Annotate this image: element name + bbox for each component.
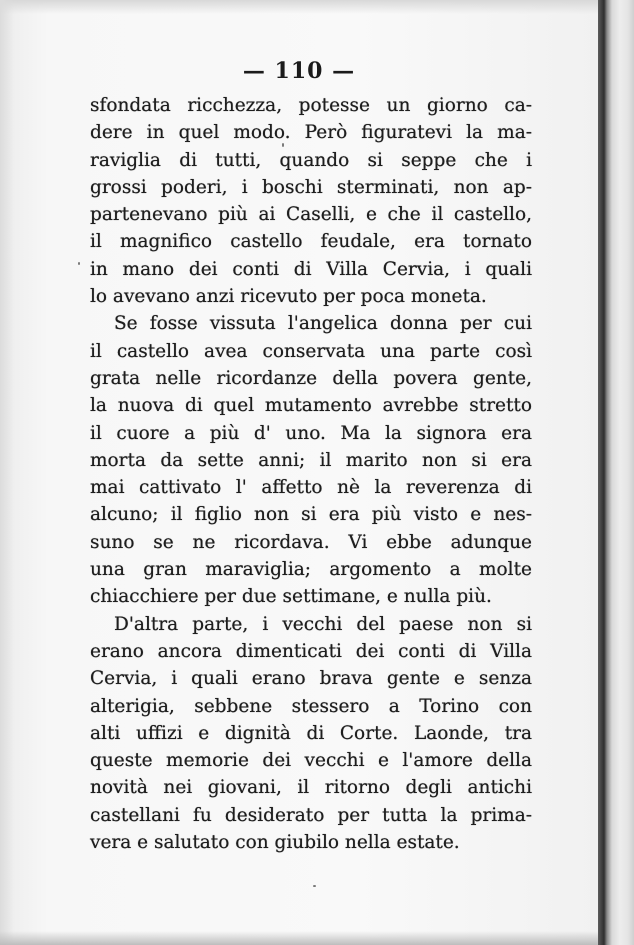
text-line: mai cattivato l' affetto nè la reverenza di: [90, 477, 532, 499]
text-line: morta da sette anni; il marito non si era: [90, 449, 532, 471]
text-line: partenevano più ai Caselli, e che il castello,: [90, 204, 532, 226]
text-line: lo avevano anzi ricevuto per poca moneta.: [90, 286, 487, 308]
text-line: il magnifico castello feudale, era tornato: [90, 231, 532, 253]
text-line: una gran maraviglia; argomento a molte: [90, 559, 532, 581]
text-line: grata nelle ricordanze della povera gente,: [90, 367, 532, 389]
body-text: [90, 92, 532, 856]
text-line: queste memorie dei vecchi e l'amore della: [90, 750, 532, 772]
text-line: chiacchiere per due settimane, e nulla più.: [90, 586, 492, 608]
page-left-shadow: [0, 0, 14, 945]
text-line: in mano dei conti di Villa Cervia, i quali: [90, 258, 532, 280]
text-line: suno se ne ricordava. Vi ebbe adunque: [90, 531, 532, 553]
text-line: novità nei giovani, il ritorno degli antichi: [90, 777, 532, 799]
page-bottom-shadow: [0, 931, 598, 945]
book-spine: [598, 0, 634, 945]
page-number: — 110 —: [242, 58, 356, 84]
text-line: grossi poderi, i boschi sterminati, non ap-: [90, 176, 532, 198]
text-line: alcuno; il figlio non si era più visto e nes-: [90, 504, 532, 526]
text-line: Se fosse vissuta l'angelica donna per cui: [114, 313, 532, 335]
paragraph-2: [90, 310, 532, 610]
text-line: alterigia, sebbene stessero a Torino con: [90, 695, 532, 717]
text-line: raviglia di tutti, quando si seppe che i: [90, 149, 532, 171]
text-line: D'altra parte, i vecchi del paese non si: [114, 613, 532, 635]
text-line: sfondata ricchezza, potesse un giorno ca-: [90, 95, 532, 116]
text-line: dere in quel modo. Però figuratevi la ma-: [90, 122, 532, 144]
text-line: Cervia, i quali erano brava gente e senza: [90, 668, 532, 690]
text-line: vera e salutato con giubilo nella estate.: [90, 832, 460, 854]
text-line: alti uffizi e dignità di Corte. Laonde, tra: [90, 722, 532, 744]
paper-speck: [78, 262, 80, 265]
page-top-shadow: [0, 0, 598, 14]
text-line: il castello avea conservata una parte così: [90, 340, 532, 362]
text-line: il cuore a più d' uno. Ma la signora era: [90, 422, 532, 444]
text-line: erano ancora dimenticati dei conti di Villa: [90, 640, 532, 662]
paragraph-1: [90, 92, 532, 310]
paper-speck: [282, 143, 284, 147]
paper-speck: [313, 885, 316, 887]
text-line: la nuova di quel mutamento avrebbe stretto: [90, 395, 532, 417]
paragraph-3: [90, 611, 532, 857]
text-line: castellani fu desiderato per tutta la prima-: [90, 804, 532, 826]
